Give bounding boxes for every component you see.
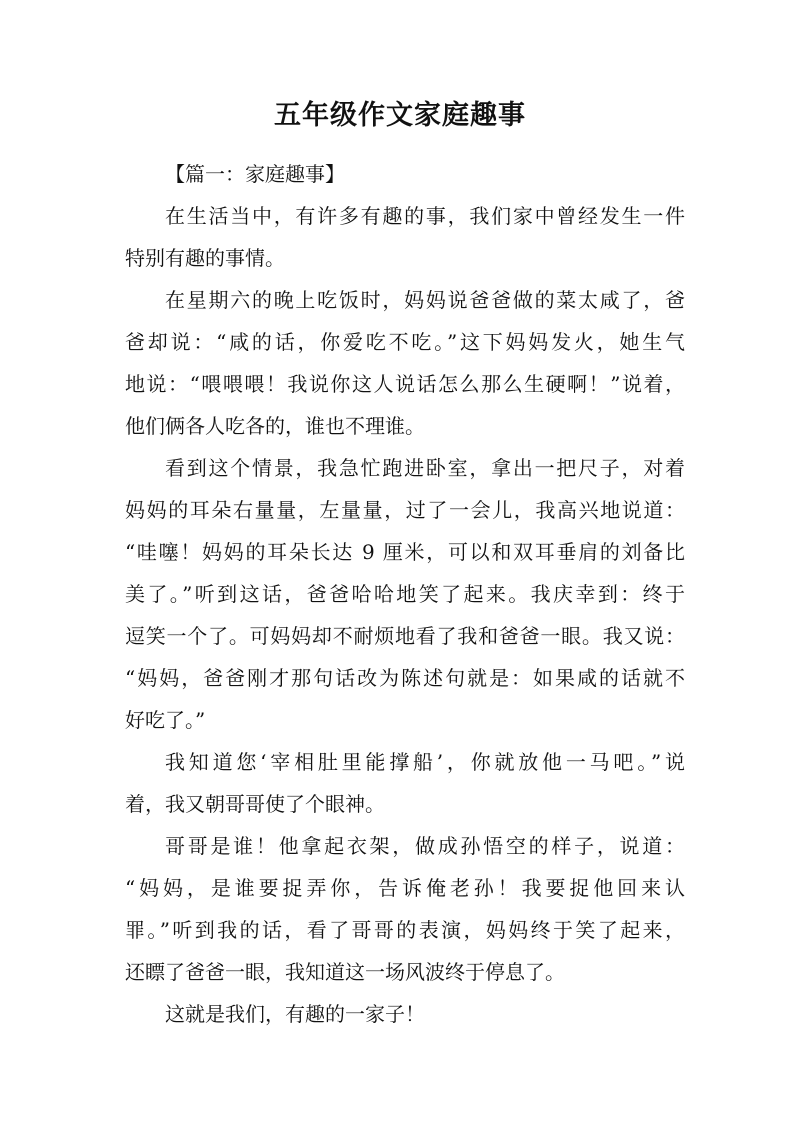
paragraph-2-line-3: 地说：“喂喂喂！我说你这人说话怎么那么生硬啊！”说着， [125,372,685,396]
paragraph-5-line-2: “妈妈，是谁要捉弄你，告诉俺老孙！我要捉他回来认 [125,876,685,900]
paragraph-3-line-1: 看到这个情景，我急忙跑进卧室，拿出一把尺子，对着 [165,456,685,480]
paragraph-1-line-2: 特别有趣的事情。 [125,246,285,270]
paragraph-3-line-6: “妈妈，爸爸刚才那句话改为陈述句就是：如果咸的话就不 [125,666,685,690]
paragraph-3-line-4: 美了。”听到这话，爸爸哈哈地笑了起来。我庆幸到：终于 [125,582,685,606]
paragraph-2-line-1: 在星期六的晚上吃饭时，妈妈说爸爸做的菜太咸了，爸 [165,288,685,312]
paragraph-5-line-4: 还瞟了爸爸一眼，我知道这一场风波终于停息了。 [125,960,565,984]
paragraph-5-line-3: 罪。”听到我的话，看了哥哥的表演，妈妈终于笑了起来， [125,918,685,942]
paragraph-5-line-1: 哥哥是谁！他拿起衣架，做成孙悟空的样子，说道： [165,834,685,858]
page-title: 五年级作文家庭趣事 [274,100,526,131]
section-heading: 【篇一：家庭趣事】 [165,162,345,186]
paragraph-4-line-2: 着，我又朝哥哥使了个眼神。 [125,792,385,816]
paragraph-3-line-7: 好吃了。” [125,708,206,732]
paragraph-2-line-4: 他们俩各人吃各的，谁也不理谁。 [125,414,425,438]
paragraph-3-line-2: 妈妈的耳朵右量量，左量量，过了一会儿，我高兴地说道： [125,498,685,522]
paragraph-1-line-1: 在生活当中，有许多有趣的事，我们家中曾经发生一件 [165,204,685,228]
paragraph-6-line-1: 这就是我们，有趣的一家子！ [165,1002,425,1026]
paragraph-3-line-3: “哇噻！妈妈的耳朵长达 9 厘米，可以和双耳垂肩的刘备比 [125,540,685,564]
paragraph-2-line-2: 爸却说：“咸的话，你爱吃不吃。”这下妈妈发火，她生气 [125,330,685,354]
paragraph-3-line-5: 逗笑一个了。可妈妈却不耐烦地看了我和爸爸一眼。我又说： [125,624,685,648]
paragraph-4-line-1: 我知道您‘宰相肚里能撑船’，你就放他一马吧。”说 [165,750,685,774]
